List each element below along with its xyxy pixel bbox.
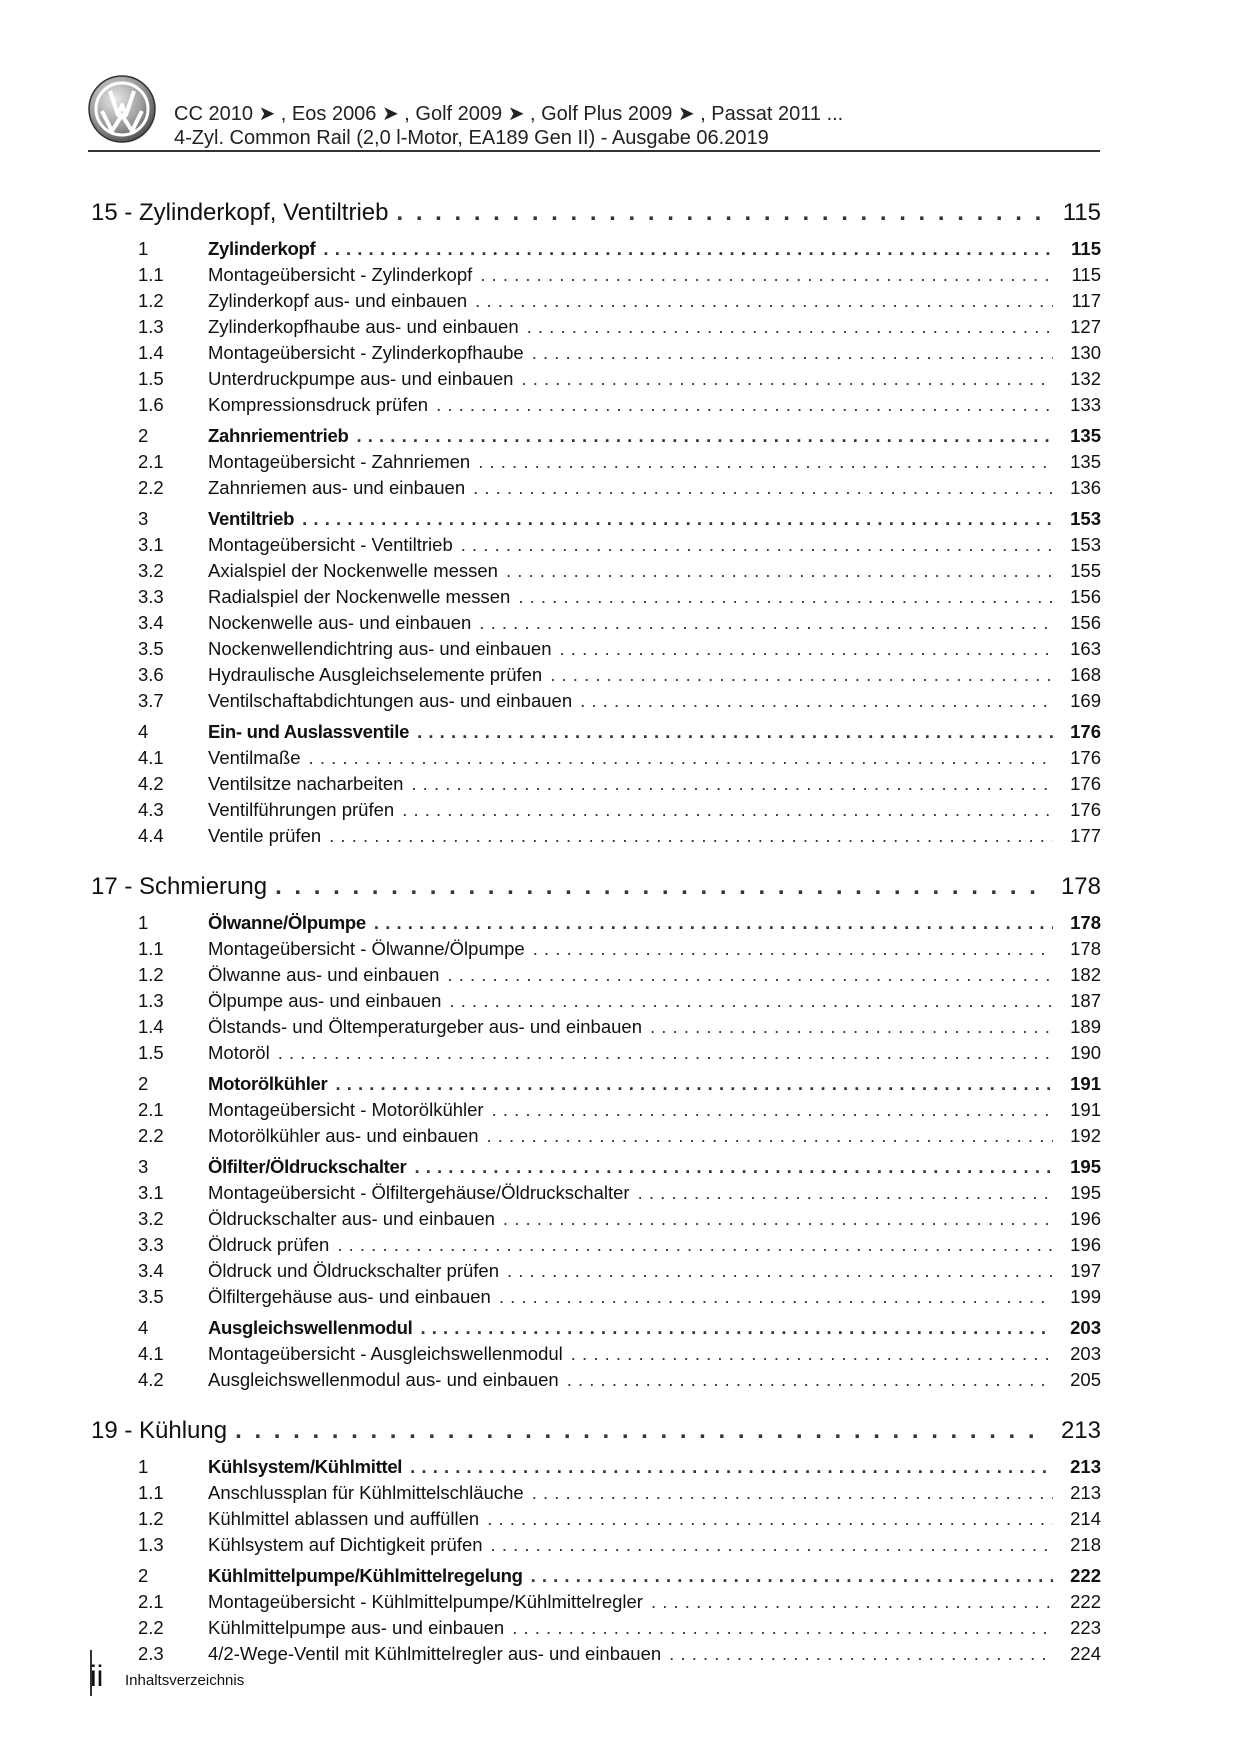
toc-entry-row[interactable]: [91, 938, 1101, 964]
page-header: [88, 72, 1100, 152]
toc-entry-title: Ölwanne aus- und einbauen: [208, 964, 440, 985]
toc-entry-number: 2.1: [138, 451, 164, 472]
toc-entry-number: 3.7: [138, 690, 164, 711]
toc-entry-title: Kühlmittelpumpe aus- und einbauen: [208, 1617, 505, 1638]
toc-dot-leader: [374, 912, 1053, 934]
toc-entry-title: Ventilsitze nacharbeiten: [208, 773, 404, 794]
toc-section-title: Ausgleichswellenmodul: [208, 1317, 413, 1338]
toc-section-row[interactable]: [91, 1317, 1101, 1343]
toc-entry-page: 205: [1070, 1369, 1101, 1390]
toc-chapter-page: 115: [1062, 199, 1101, 226]
toc-entry-number: 3.1: [138, 1182, 164, 1203]
toc-entry-page: 127: [1070, 316, 1101, 337]
toc-section-number: 2: [138, 1073, 149, 1094]
toc-entry-title: Ausgleichswellenmodul aus- und einbauen: [208, 1369, 559, 1390]
toc-section-row[interactable]: [91, 1156, 1101, 1182]
toc-entry-page: 136: [1070, 477, 1101, 498]
toc-dot-leader: [532, 342, 1053, 364]
toc-entry-number: 3.5: [138, 1286, 164, 1307]
toc-entry-page: 135: [1070, 451, 1101, 472]
toc-entry-number: 4.1: [138, 747, 164, 768]
toc-section-number: 3: [138, 1156, 149, 1177]
toc-entry-title: Zahnriemen aus- und einbauen: [208, 477, 466, 498]
toc-entry-page: 133: [1070, 394, 1101, 415]
toc-entry-number: 1.2: [138, 964, 164, 985]
toc-dot-leader: [402, 799, 1053, 821]
toc-section-number: 3: [138, 508, 149, 529]
toc-chapter-row[interactable]: [91, 188, 1101, 238]
toc-entry-row[interactable]: [91, 612, 1101, 638]
toc-dot-leader: [410, 1456, 1053, 1478]
toc-dot-leader: [650, 1016, 1053, 1038]
toc-entry-title: 4/2-Wege-Ventil mit Kühlmittelregler aus- und einbauen: [208, 1643, 662, 1664]
toc-section-page: 191: [1070, 1073, 1101, 1094]
toc-section-title: Kühlsystem/Kühlmittel: [208, 1456, 403, 1477]
toc-entry-row[interactable]: [91, 1016, 1101, 1042]
toc-entry-page: 117: [1071, 290, 1101, 311]
toc-entry-number: 2.3: [138, 1643, 164, 1664]
toc-entry-title: Kühlmittel ablassen und auffüllen: [208, 1508, 480, 1529]
toc-entry-title: Zylinderkopf aus- und einbauen: [208, 290, 468, 311]
toc-entry-page: 177: [1070, 825, 1101, 846]
toc-entry-row[interactable]: [91, 690, 1101, 716]
toc-dot-leader: [533, 938, 1053, 960]
toc-section-page: 153: [1070, 508, 1101, 529]
toc-entry-number: 1.3: [138, 990, 164, 1011]
toc-section-page: 213: [1070, 1456, 1101, 1477]
toc-entry-number: 3.3: [138, 1234, 164, 1255]
toc-entry-title: Unterdruckpumpe aus- und einbauen: [208, 368, 514, 389]
toc-section-title: Zylinderkopf: [208, 238, 316, 259]
toc-section-title: Zahnriementrieb: [208, 425, 349, 446]
toc-entry-title: Motorölkühler aus- und einbauen: [208, 1125, 479, 1146]
toc-dot-leader: [475, 290, 1053, 312]
toc-dot-leader: [356, 425, 1053, 447]
toc-entry-number: 3.6: [138, 664, 164, 685]
toc-entry-row[interactable]: [91, 747, 1101, 773]
toc-entry-title: Motoröl: [208, 1042, 270, 1063]
toc-chapter-page: 213: [1060, 1417, 1101, 1444]
toc-entry-row[interactable]: [91, 1482, 1101, 1508]
toc-section-number: 4: [138, 721, 149, 742]
toc-dot-leader: [480, 264, 1053, 286]
toc-entry-row[interactable]: [91, 290, 1101, 316]
toc-entry-title: Montageübersicht - Zylinderkopfhaube: [208, 342, 524, 363]
toc-chapter-title: 15 - Zylinderkopf, Ventiltrieb: [91, 199, 389, 226]
toc-entry-row[interactable]: [91, 368, 1101, 394]
toc-dot-leader: [580, 690, 1053, 712]
toc-entry-title: Montageübersicht - Ventiltrieb: [208, 534, 453, 555]
toc-dot-leader: [531, 1565, 1053, 1587]
toc-dot-leader: [329, 825, 1053, 847]
header-divider: [88, 150, 1100, 152]
toc-dot-leader: [499, 1286, 1053, 1308]
toc-dot-leader: [507, 1260, 1053, 1282]
toc-entry-page: 195: [1070, 1182, 1101, 1203]
toc-entry-row[interactable]: [91, 773, 1101, 799]
toc-entry-row[interactable]: [91, 1042, 1101, 1068]
toc-entry-number: 3.2: [138, 1208, 164, 1229]
toc-entry-title: Ventilschaftabdichtungen aus- und einbauen: [208, 690, 573, 711]
toc-entry-row[interactable]: [91, 1617, 1101, 1643]
toc-chapter-title: 17 - Schmierung: [91, 873, 268, 900]
toc-dot-leader: [532, 1482, 1053, 1504]
toc-section-title: Ein- und Auslassventile: [208, 721, 410, 742]
toc-entry-row[interactable]: [91, 1534, 1101, 1560]
toc-entry-number: 3.1: [138, 534, 164, 555]
toc-dot-leader: [417, 721, 1053, 743]
toc-entry-number: 3.4: [138, 1260, 164, 1281]
toc-entry-title: Montageübersicht - Motorölkühler: [208, 1099, 484, 1120]
toc-entry-title: Montageübersicht - Ausgleichswellenmodul: [208, 1343, 563, 1364]
toc-section-number: 1: [138, 238, 149, 259]
toc-entry-title: Axialspiel der Nockenwelle messen: [208, 560, 498, 581]
toc-chapter-row[interactable]: [91, 1406, 1101, 1456]
toc-dot-leader: [414, 1156, 1053, 1178]
toc-entry-number: 1.1: [138, 264, 164, 285]
toc-entry-page: 176: [1070, 747, 1101, 768]
toc-entry-row[interactable]: [91, 799, 1101, 825]
toc-dot-leader: [487, 1508, 1053, 1530]
toc-dot-leader: [302, 508, 1053, 530]
toc-entry-page: 155: [1070, 560, 1101, 581]
toc-dot-leader: [309, 747, 1053, 769]
toc-entry-title: Radialspiel der Nockenwelle messen: [208, 586, 511, 607]
toc-entry-row[interactable]: [91, 1125, 1101, 1151]
toc-entry-number: 4.2: [138, 773, 164, 794]
toc-entry-title: Ventile prüfen: [208, 825, 322, 846]
toc-entry-row[interactable]: [91, 534, 1101, 560]
toc-entry-number: 1.1: [138, 938, 164, 959]
toc-entry-row[interactable]: [91, 1260, 1101, 1286]
toc-dot-leader: [492, 1099, 1053, 1121]
toc-entry-row[interactable]: [91, 394, 1101, 420]
toc-entry-number: 3.5: [138, 638, 164, 659]
toc-dot-leader: [503, 1208, 1053, 1230]
toc-entry-row[interactable]: [91, 264, 1101, 290]
toc-section-row[interactable]: [91, 1565, 1101, 1591]
toc-entry-number: 2.2: [138, 1125, 164, 1146]
toc-entry-page: 187: [1070, 990, 1101, 1011]
toc-entry-number: 4.1: [138, 1343, 164, 1364]
toc-entry-page: 213: [1070, 1482, 1101, 1503]
toc-entry-row[interactable]: [91, 990, 1101, 1016]
toc-entry-row[interactable]: [91, 825, 1101, 851]
toc-entry-title: Montageübersicht - Kühlmittelpumpe/Kühlmittelregler: [208, 1591, 643, 1612]
toc-dot-leader: [560, 638, 1053, 660]
toc-section-row[interactable]: [91, 912, 1101, 938]
toc-entry-number: 1.2: [138, 1508, 164, 1529]
toc-dot-leader: [447, 964, 1053, 986]
toc-entry-row[interactable]: [91, 1508, 1101, 1534]
toc-entry-page: 214: [1070, 1508, 1101, 1529]
toc-section-page: 176: [1070, 721, 1101, 742]
toc-dot-leader: [567, 1369, 1053, 1391]
toc-entry-row[interactable]: [91, 1343, 1101, 1369]
toc-entry-page: 163: [1070, 638, 1101, 659]
toc-section-title: Ölwanne/Ölpumpe: [208, 912, 366, 933]
toc-dot-leader: [479, 612, 1053, 634]
toc-entry-number: 2.2: [138, 477, 164, 498]
toc-dot-leader: [651, 1591, 1053, 1613]
toc-entry-page: 190: [1070, 1042, 1101, 1063]
toc-entry-page: 224: [1070, 1643, 1101, 1664]
toc-entry-page: 168: [1070, 664, 1101, 685]
toc-dot-leader: [461, 534, 1053, 556]
header-vehicle-models: CC 2010 ➤ , Eos 2006 ➤ , Golf 2009 ➤ , Golf Plus 2009 ➤ , Passat 2011 ...: [174, 103, 844, 125]
toc-entry-row[interactable]: [91, 316, 1101, 342]
toc-entry-page: 199: [1070, 1286, 1101, 1307]
toc-entry-page: 182: [1070, 964, 1101, 985]
toc-entry-number: 3.2: [138, 560, 164, 581]
toc-entry-number: 1.3: [138, 316, 164, 337]
toc-dot-leader: [420, 1317, 1053, 1339]
toc-entry-title: Ventilmaße: [208, 747, 301, 768]
toc-dot-leader: [278, 1042, 1053, 1064]
toc-entry-title: Kühlsystem auf Dichtigkeit prüfen: [208, 1534, 483, 1555]
toc-dot-leader: [512, 1617, 1053, 1639]
toc-entry-number: 3.3: [138, 586, 164, 607]
toc-entry-title: Ölstands- und Öltemperaturgeber aus- und einbauen: [208, 1016, 642, 1037]
toc-entry-page: 222: [1070, 1591, 1101, 1612]
toc-entry-row[interactable]: [91, 1234, 1101, 1260]
toc-dot-leader: [486, 1125, 1053, 1147]
toc-entry-number: 1.4: [138, 342, 164, 363]
toc-entry-title: Montageübersicht - Ölfiltergehäuse/Öldruckschalter: [208, 1182, 630, 1203]
toc-entry-title: Ventilführungen prüfen: [208, 799, 395, 820]
toc-dot-leader: [638, 1182, 1053, 1204]
toc-entry-title: Ölpumpe aus- und einbauen: [208, 990, 442, 1011]
toc-section-number: 1: [138, 1456, 149, 1477]
toc-entry-number: 1.6: [138, 394, 164, 415]
toc-entry-row[interactable]: [91, 560, 1101, 586]
toc-entry-title: Öldruckschalter aus- und einbauen: [208, 1208, 495, 1229]
toc-section-page: 115: [1071, 238, 1101, 259]
toc-entry-row[interactable]: [91, 964, 1101, 990]
toc-entry-number: 4.4: [138, 825, 164, 846]
toc-entry-row[interactable]: [91, 1369, 1101, 1395]
toc-entry-number: 3.4: [138, 612, 164, 633]
toc-section-page: 203: [1070, 1317, 1101, 1338]
toc-entry-row[interactable]: [91, 638, 1101, 664]
toc-entry-title: Montageübersicht - Zylinderkopf: [208, 264, 473, 285]
toc-section-page: 222: [1070, 1565, 1101, 1586]
toc-entry-title: Montageübersicht - Ölwanne/Ölpumpe: [208, 938, 525, 959]
toc-entry-row[interactable]: [91, 1208, 1101, 1234]
toc-entry-page: 189: [1070, 1016, 1101, 1037]
toc-entry-row[interactable]: [91, 1643, 1101, 1669]
toc-dot-leader: [521, 368, 1053, 390]
toc-section-number: 4: [138, 1317, 149, 1338]
vw-logo-icon: [88, 75, 156, 143]
toc-entry-row[interactable]: [91, 1591, 1101, 1617]
toc-section-row[interactable]: [91, 238, 1101, 264]
toc-dot-leader: [335, 1073, 1053, 1095]
toc-entry-title: Nockenwelle aus- und einbauen: [208, 612, 472, 633]
toc-entry-title: Ölfiltergehäuse aus- und einbauen: [208, 1286, 491, 1307]
toc-dot-leader: [669, 1643, 1053, 1665]
toc-entry-title: Öldruck und Öldruckschalter prüfen: [208, 1260, 499, 1281]
toc-entry-row[interactable]: [91, 477, 1101, 503]
toc-section-row[interactable]: [91, 1073, 1101, 1099]
toc-section-page: 195: [1070, 1156, 1101, 1177]
toc-chapter-title: 19 - Kühlung: [91, 1417, 228, 1444]
toc-dot-leader: [411, 773, 1053, 795]
toc-dot-leader: [323, 238, 1053, 260]
toc-section-row[interactable]: [91, 721, 1101, 747]
toc-entry-number: 4.2: [138, 1369, 164, 1390]
toc-dot-leader: [396, 199, 1045, 227]
toc-entry-page: 132: [1070, 368, 1101, 389]
toc-dot-leader: [478, 451, 1053, 473]
toc-entry-number: 2.1: [138, 1099, 164, 1120]
toc-entry-page: 130: [1070, 342, 1101, 363]
toc-dot-leader: [436, 394, 1053, 416]
toc-section-page: 178: [1070, 912, 1101, 933]
toc-entry-page: 191: [1070, 1099, 1101, 1120]
toc-entry-row[interactable]: [91, 451, 1101, 477]
toc-entry-row[interactable]: [91, 664, 1101, 690]
footer-page-number: ii: [90, 1660, 104, 1693]
toc-dot-leader: [506, 560, 1053, 582]
toc-dot-leader: [527, 316, 1053, 338]
toc-section-row[interactable]: [91, 508, 1101, 534]
toc-entry-page: 169: [1070, 690, 1101, 711]
toc-section-number: 2: [138, 1565, 149, 1586]
toc-entry-number: 1.3: [138, 1534, 164, 1555]
toc-section-row[interactable]: [91, 425, 1101, 451]
toc-section-title: Ventiltrieb: [208, 508, 295, 529]
toc-entry-number: 2.1: [138, 1591, 164, 1612]
toc-entry-page: 176: [1070, 773, 1101, 794]
toc-entry-page: 192: [1070, 1125, 1101, 1146]
toc-entry-number: 1.1: [138, 1482, 164, 1503]
toc-entry-page: 153: [1070, 534, 1101, 555]
toc-entry-page: 176: [1070, 799, 1101, 820]
toc-dot-leader: [491, 1534, 1053, 1556]
toc-entry-title: Montageübersicht - Zahnriemen: [208, 451, 471, 472]
toc-entry-page: 223: [1070, 1617, 1101, 1638]
toc-dot-leader: [473, 477, 1053, 499]
toc-section-number: 2: [138, 425, 149, 446]
toc-dot-leader: [235, 1417, 1045, 1445]
toc-dot-leader: [337, 1234, 1053, 1256]
toc-entry-title: Anschlussplan für Kühlmittelschläuche: [208, 1482, 524, 1503]
toc-entry-page: 218: [1070, 1534, 1101, 1555]
toc-entry-page: 156: [1070, 586, 1101, 607]
toc-entry-title: Zylinderkopfhaube aus- und einbauen: [208, 316, 519, 337]
toc-entry-page: 115: [1071, 264, 1101, 285]
toc-section-page: 135: [1070, 425, 1101, 446]
toc-entry-title: Nockenwellendichtring aus- und einbauen: [208, 638, 552, 659]
toc-dot-leader: [571, 1343, 1053, 1365]
toc-entry-row[interactable]: [91, 1099, 1101, 1125]
toc-entry-number: 1.2: [138, 290, 164, 311]
toc-section-row[interactable]: [91, 1456, 1101, 1482]
toc-entry-title: Hydraulische Ausgleichselemente prüfen: [208, 664, 543, 685]
toc-section-title: Kühlmittelpumpe/Kühlmittelregelung: [208, 1565, 523, 1586]
toc-entry-page: 196: [1070, 1234, 1101, 1255]
toc-dot-leader: [449, 990, 1053, 1012]
toc-entry-number: 1.5: [138, 1042, 164, 1063]
toc-chapter-row[interactable]: [91, 862, 1101, 912]
toc-entry-page: 178: [1070, 938, 1101, 959]
toc-section-title: Ölfilter/Öldruckschalter: [208, 1156, 407, 1177]
toc-entry-row[interactable]: [91, 342, 1101, 368]
table-of-contents: [91, 188, 1101, 1669]
toc-entry-title: Kompressionsdruck prüfen: [208, 394, 429, 415]
toc-entry-row[interactable]: [91, 1286, 1101, 1312]
header-engine-edition: 4-Zyl. Common Rail (2,0 l-Motor, EA189 Gen II) - Ausgabe 06.2019: [174, 127, 769, 149]
toc-section-title: Motorölkühler: [208, 1073, 328, 1094]
toc-chapter-page: 178: [1060, 873, 1101, 900]
toc-entry-number: 4.3: [138, 799, 164, 820]
toc-dot-leader: [550, 664, 1053, 686]
toc-entry-page: 203: [1070, 1343, 1101, 1364]
toc-entry-number: 1.4: [138, 1016, 164, 1037]
toc-entry-page: 156: [1070, 612, 1101, 633]
toc-entry-row[interactable]: [91, 1182, 1101, 1208]
toc-dot-leader: [275, 873, 1045, 901]
toc-entry-page: 197: [1070, 1260, 1101, 1281]
footer-label: Inhaltsverzeichnis: [125, 1672, 245, 1689]
toc-section-number: 1: [138, 912, 149, 933]
toc-dot-leader: [518, 586, 1053, 608]
toc-entry-number: 2.2: [138, 1617, 164, 1638]
toc-entry-number: 1.5: [138, 368, 164, 389]
toc-entry-row[interactable]: [91, 586, 1101, 612]
toc-entry-title: Öldruck prüfen: [208, 1234, 330, 1255]
toc-entry-page: 196: [1070, 1208, 1101, 1229]
